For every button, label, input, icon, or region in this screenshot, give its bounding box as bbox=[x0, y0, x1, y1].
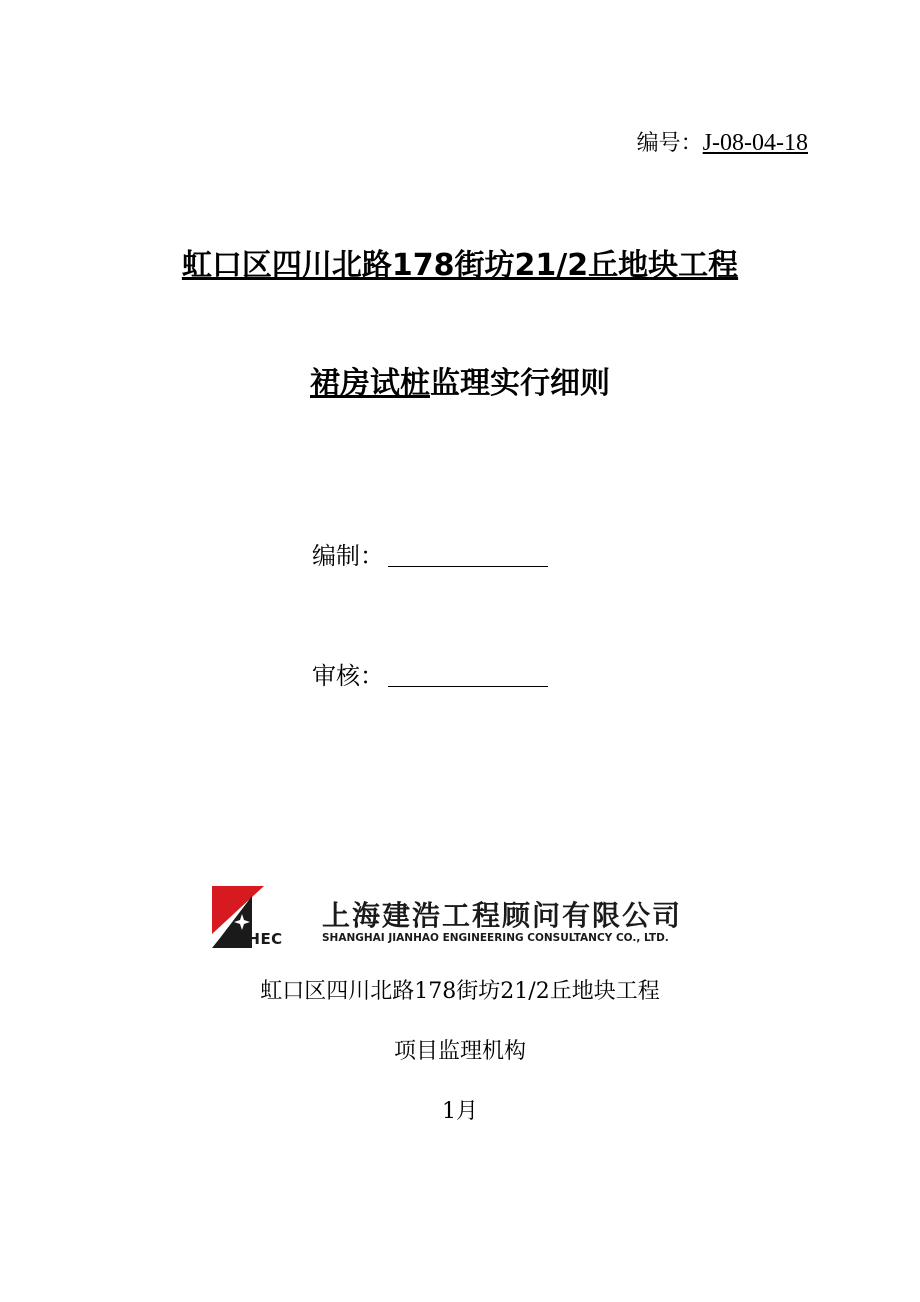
title-line-1 bbox=[0, 240, 920, 284]
company-logo bbox=[212, 886, 682, 948]
prepared-by-label: 编制： bbox=[312, 542, 384, 570]
prepared-by-field bbox=[312, 536, 548, 571]
document-number-value: J-08-04-18 bbox=[702, 130, 808, 156]
reviewed-by-label: 审核： bbox=[312, 662, 384, 690]
document-number-label: 编号： bbox=[636, 131, 703, 156]
title-subject-rest: 监理实行细则 bbox=[430, 366, 610, 401]
footer-project: 虹口区四川北路178街坊21/2丘地块工程 bbox=[260, 979, 660, 1004]
logo-company-english: SHANGHAI JIANHAO ENGINEERING CONSULTANCY CO., LTD. bbox=[322, 932, 669, 944]
prepared-by-blank bbox=[388, 542, 548, 567]
document-number bbox=[637, 126, 808, 157]
title-subject-underlined: 裙房试桩 bbox=[310, 366, 430, 401]
logo-abbreviation: SJHEC bbox=[230, 930, 283, 948]
logo-company-chinese: 上海建浩工程顾问有限公司 bbox=[322, 899, 683, 932]
reviewed-by-field bbox=[312, 656, 548, 691]
title-line-2 bbox=[0, 358, 920, 402]
title-project: 虹口区四川北路178街坊21/2丘地块工程 bbox=[181, 248, 739, 283]
footer-organization: 项目监理机构 bbox=[393, 1039, 526, 1064]
footer-date: 1月 bbox=[442, 1099, 478, 1124]
reviewed-by-blank bbox=[388, 662, 548, 687]
